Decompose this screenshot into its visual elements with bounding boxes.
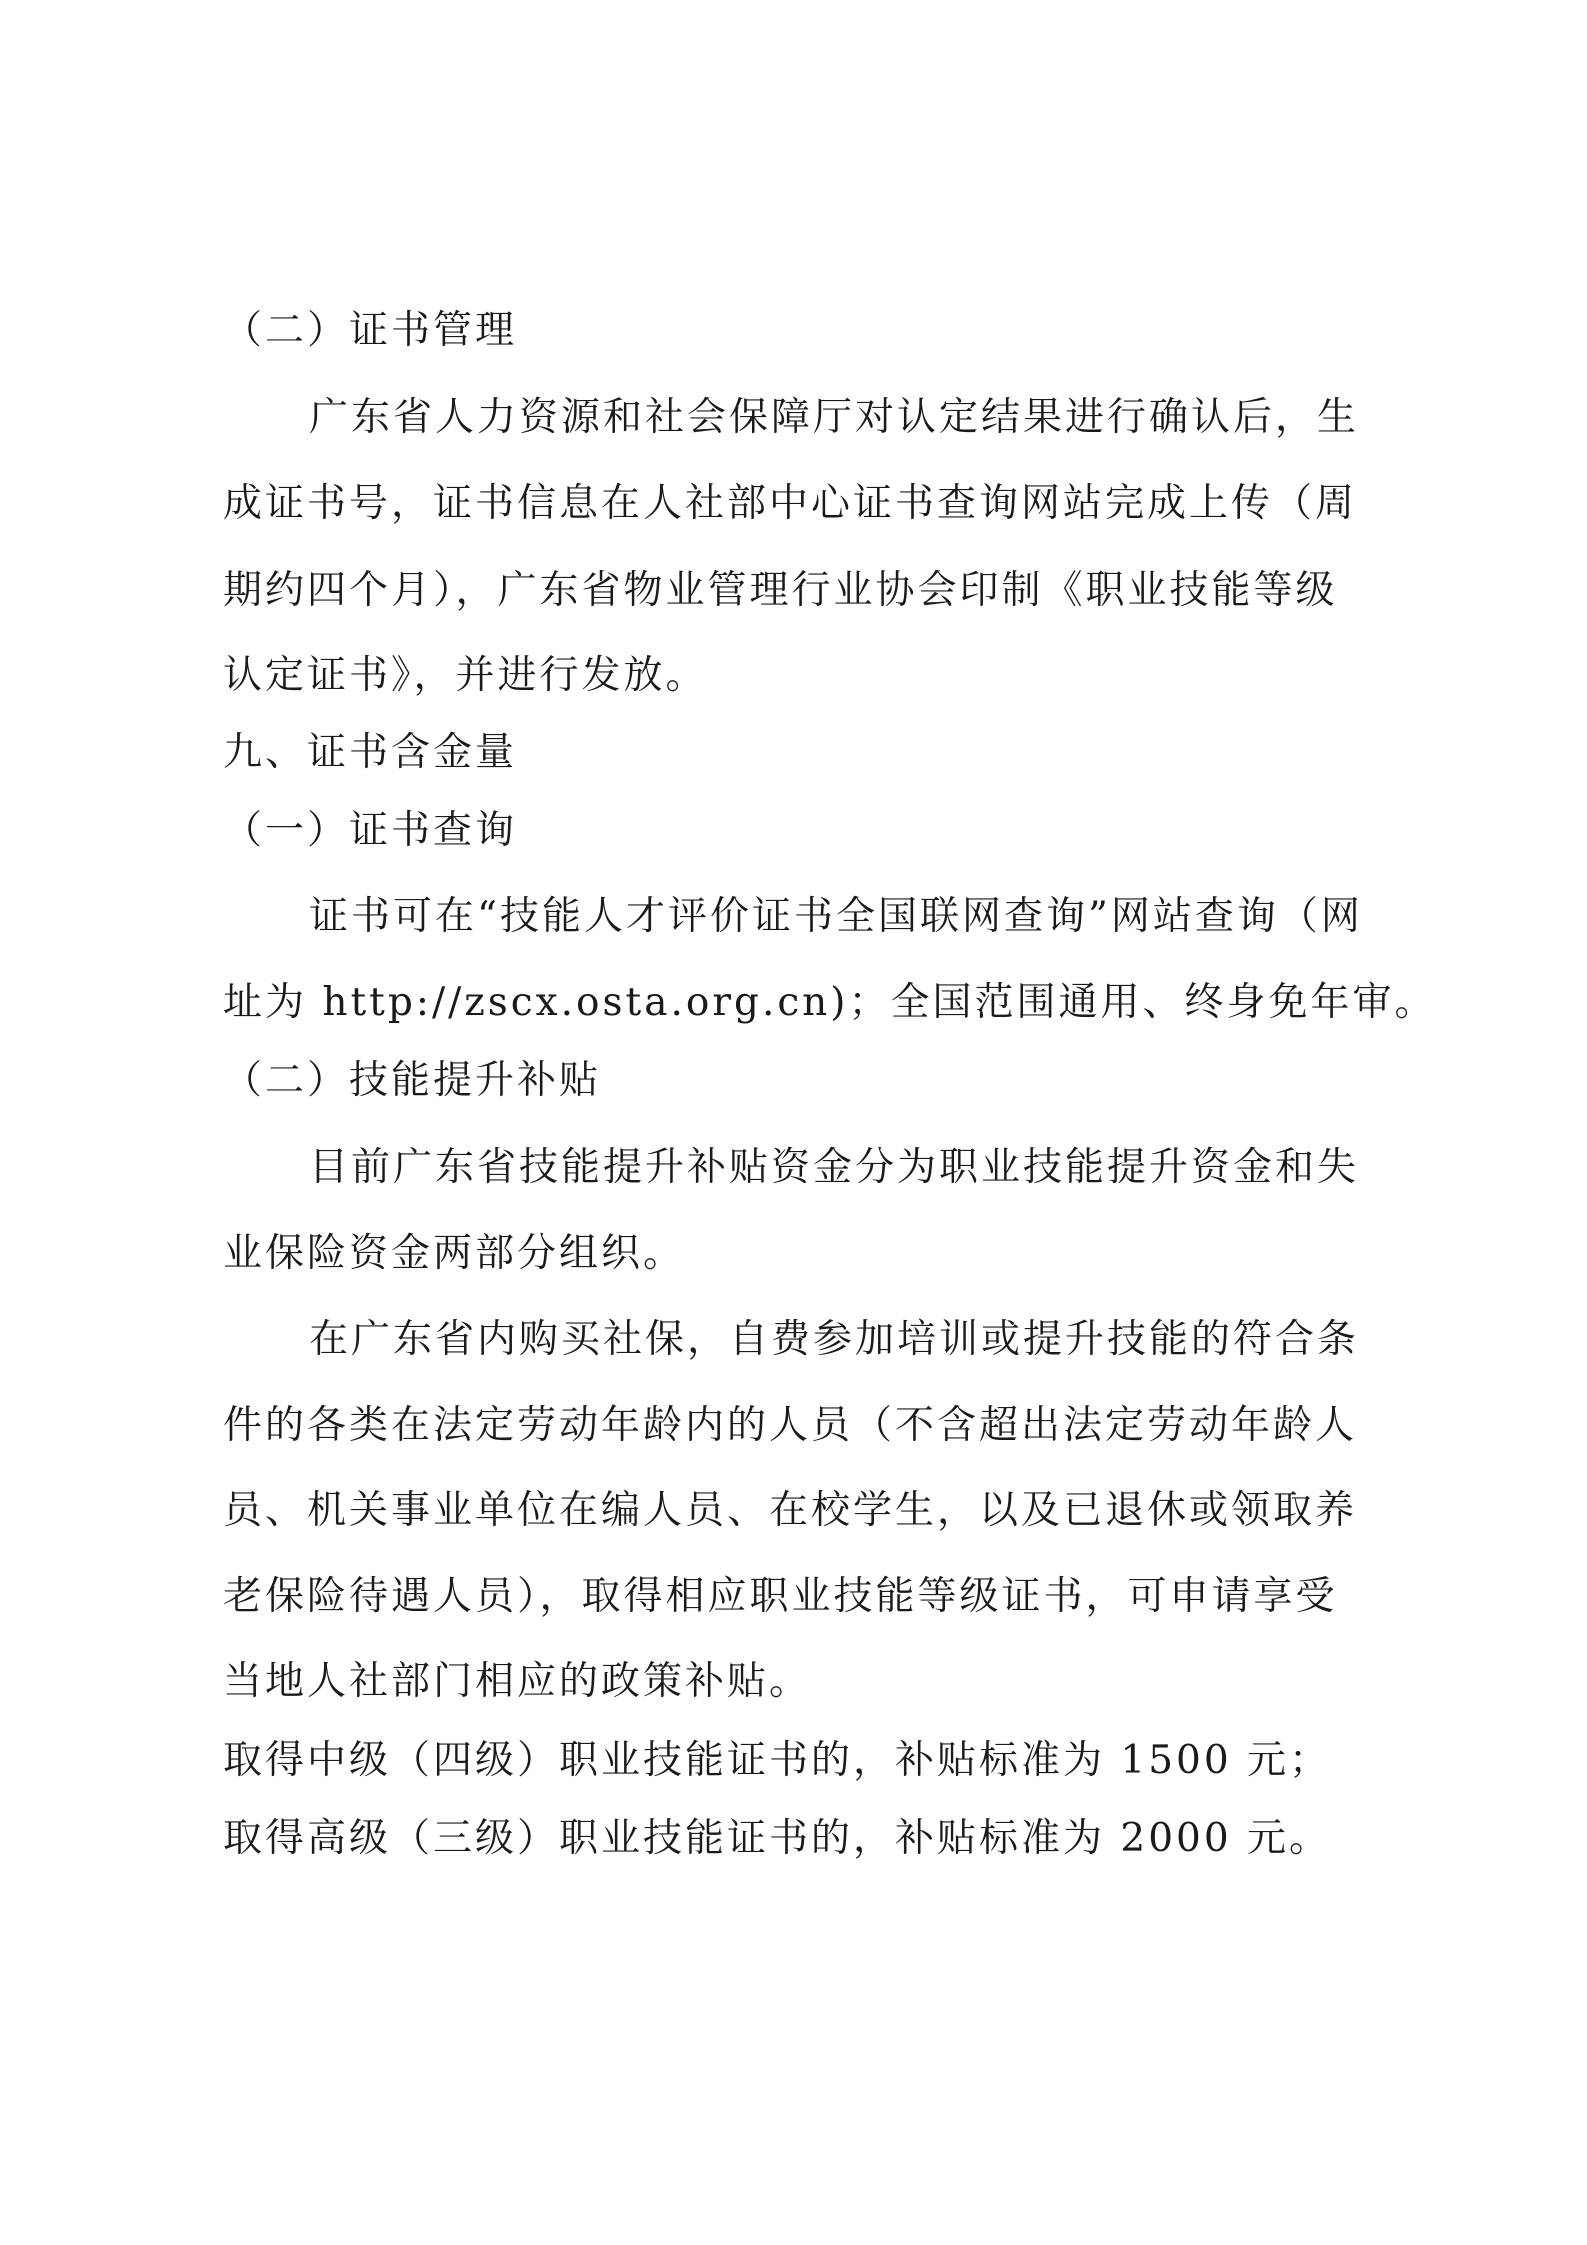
paragraph-line: 件的各类在法定劳动年龄内的人员（不含超出法定劳动年龄人: [223, 1403, 1358, 1448]
paragraph-line: 认定证书》，并进行发放。: [223, 653, 708, 698]
section-heading-certificate-value: 九、证书含金量: [223, 730, 518, 775]
paragraph-line: 址为 http://zscx.osta.org.cn)；全国范围通用、终身免年审。: [223, 980, 1437, 1025]
subsection-heading-skill-subsidy: （二）技能提升补贴: [223, 1058, 602, 1103]
paragraph-line: 期约四个月），广东省物业管理行业协会印制《职业技能等级: [223, 568, 1338, 613]
paragraph-line: 成证书号，证书信息在人社部中心证书查询网站完成上传（周: [223, 481, 1358, 526]
subsection-heading-certificate-query: （一）证书查询: [223, 808, 518, 853]
subsidy-standard-advanced: 取得高级（三级）职业技能证书的，补贴标准为 2000 元。: [223, 1816, 1332, 1861]
paragraph-line: 在广东省内购买社保，自费参加培训或提升技能的符合条: [309, 1317, 1360, 1362]
paragraph-line: 员、机关事业单位在编人员、在校学生，以及已退休或领取养: [223, 1488, 1358, 1533]
paragraph-line: 证书可在“技能人才评价证书全国联网查询”网站查询（网: [309, 894, 1363, 939]
subsidy-standard-intermediate: 取得中级（四级）职业技能证书的，补贴标准为 1500 元；: [223, 1738, 1332, 1783]
paragraph-line: 目前广东省技能提升补贴资金分为职业技能提升资金和失: [309, 1145, 1360, 1190]
paragraph-line: 广东省人力资源和社会保障厅对认定结果进行确认后，生: [309, 395, 1360, 440]
paragraph-line: 当地人社部门相应的政策补贴。: [223, 1659, 812, 1704]
paragraph-line: 业保险资金两部分组织。: [223, 1231, 686, 1276]
paragraph-line: 老保险待遇人员），取得相应职业技能等级证书，可申请享受: [223, 1574, 1338, 1619]
section-heading-certificate-management: （二）证书管理: [223, 308, 518, 353]
